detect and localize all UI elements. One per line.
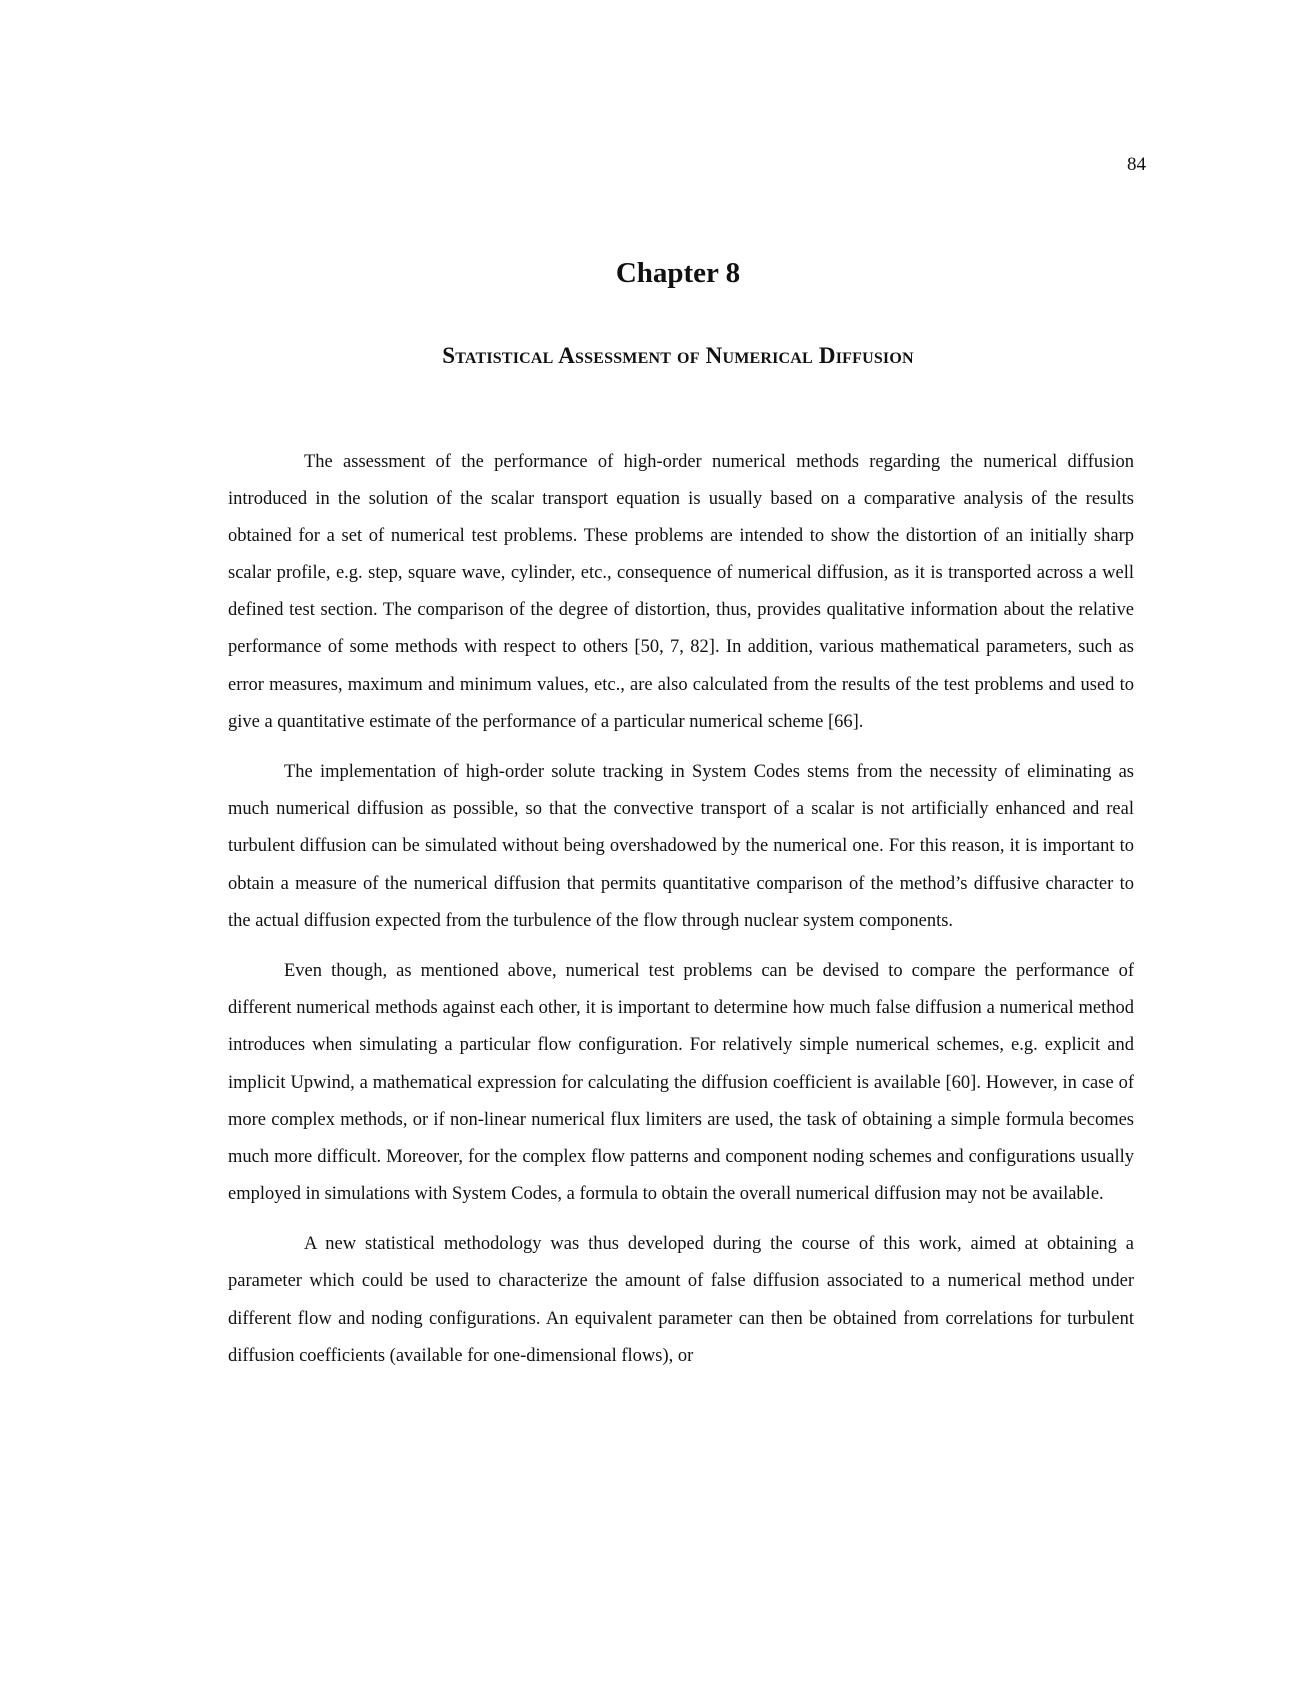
paragraph: The assessment of the performance of high-order numerical methods regarding the numerical diffusion introduced in the solution of the scalar transport equation is usually based on a comparative analysis of the results obtained for a set of numerical test problems. These problems are intended to show the distortion of an initially sharp scalar profile, e.g. step, square wave, cylinder, etc., consequence of numerical diffusion, as it is transported across a well defined test section. The comparison of the degree of distortion, thus, provides qualitative information about the relative performance of some methods with respect to others [50, 7, 82]. In addition, various mathematical parameters, such as error measures, maximum and minimum values, etc., are also calculated from the results of the test problems and used to give a quantitative estimate of the performance of a particular numerical scheme [66]. — [228, 452, 1134, 732]
paragraph: Even though, as mentioned above, numerical test problems can be devised to compare the performance of different numerical methods against each other, it is important to determine how much false diffusion a numerical method introduces when simulating a particular flow configuration. For relatively simple numerical schemes, e.g. explicit and implicit Upwind, a mathematical expression for calculating the diffusion coefficient is available [60]. However, in case of more complex methods, or if non-linear numerical flux limiters are used, the task of obtaining a simple formula becomes much more difficult. Moreover, for the complex flow patterns and component noding schemes and configurations usually employed in simulations with System Codes, a formula to obtain the overall numerical diffusion may not be available. — [228, 961, 1134, 1204]
paragraph: The implementation of high-order solute tracking in System Codes stems from the necessity of eliminating as much numerical diffusion as possible, so that the convective transport of a scalar is not artificially enhanced and real turbulent diffusion can be simulated without being overshadowed by the numerical one. For this reason, it is important to obtain a measure of the numerical diffusion that permits quantitative comparison of the method’s diffusive character to the actual diffusion expected from the turbulence of the flow through nuclear system components. — [228, 762, 1134, 931]
paragraph: A new statistical methodology was thus developed during the course of this work, aimed at obtaining a parameter which could be used to characterize the amount of false diffusion associated to a numerical method under different flow and noding configurations. An equivalent parameter can then be obtained from correlations for turbulent diffusion coefficients (available for one-dimensional flows), or — [228, 1234, 1134, 1366]
chapter-heading: Chapter 8 — [615, 257, 741, 289]
chapter-title: Statistical Assessment of Numerical Diffusion — [442, 343, 914, 368]
page-number: 84 — [1127, 154, 1146, 175]
body-text — [228, 444, 1134, 1388]
